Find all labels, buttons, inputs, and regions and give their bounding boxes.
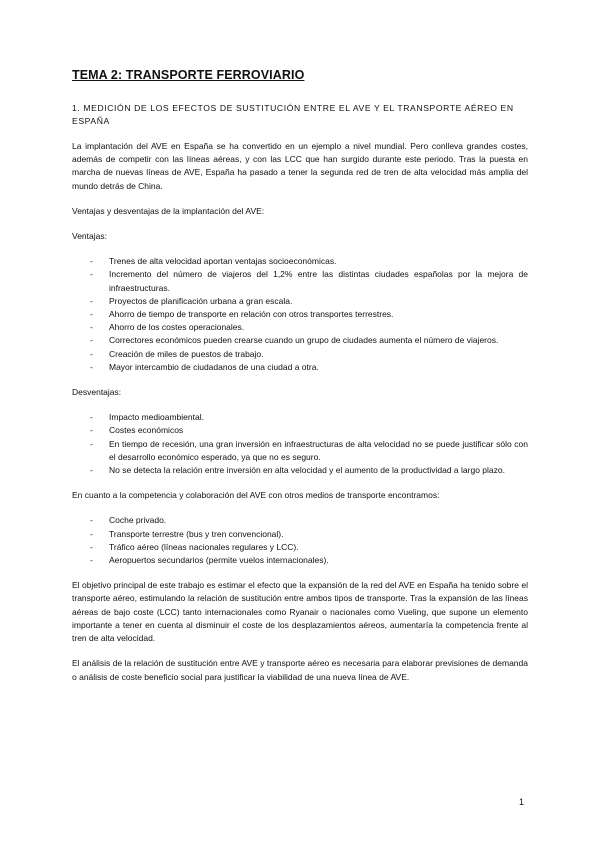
list-item: - Impacto medioambiental. (72, 411, 528, 424)
list-item: - Correctores económicos pueden crearse cuando un grupo de ciudades aumenta el número de viajeros. (72, 334, 528, 347)
page-title: TEMA 2: TRANSPORTE FERROVIARIO (72, 68, 305, 82)
list-item: - Tráfico aéreo (líneas nacionales regulares y LCC). (72, 541, 528, 554)
list-item: - Trenes de alta velocidad aportan ventajas socioeconómicas. (72, 255, 528, 268)
list-item: - Incremento del número de viajeros del 1,2% entre las distintas ciudades españolas por la mejora de infraestructuras. (72, 268, 528, 294)
advantages-label: Ventajas: (72, 231, 107, 242)
objective-paragraph: El objetivo principal de este trabajo es estimar el efecto que la expansión de la red del AVE en España ha tenido sobre el transporte aéreo, estimulando la relación de sustitución entre ambos tipos de transporte. Tras la expansión de las líneas aéreas de bajo coste (LCC) tanto internacionales como Ryanair o nacionales como Vueling, que supone un elemento importante a tener en cuenta al disminuir el coste de los desplazamientos aéreos, aumentaría la competencia frente al tren de alta velocidad. (72, 580, 528, 644)
list-item: - Aeropuertos secundarios (permite vuelos internacionales). (72, 554, 528, 567)
list-item: - Mayor intercambio de ciudadanos de una ciudad a otra. (72, 361, 528, 374)
list-item: - No se detecta la relación entre inversión en alta velocidad y el aumento de la productividad a largo plazo. (72, 464, 528, 477)
list-item: - Coche privado. (72, 514, 528, 527)
document-page (72, 68, 528, 696)
list-item: - Proyectos de planificación urbana a gran escala. (72, 295, 528, 308)
list-item: - Transporte terrestre (bus y tren convencional). (72, 528, 528, 541)
disadvantages-label: Desventajas: (72, 387, 122, 398)
section-heading: 1. MEDICIÓN DE LOS EFECTOS DE SUSTITUCIÓN ENTRE EL AVE Y EL TRANSPORTE AÉREO EN ESPAÑA (72, 103, 514, 126)
competitors-list (72, 514, 528, 567)
page-number: 1 (519, 797, 525, 807)
list-item: - Creación de miles de puestos de trabajo. (72, 348, 528, 361)
list-item: - Costes económicos (72, 424, 528, 437)
list-item: - Ahorro de los costes operacionales. (72, 321, 528, 334)
analysis-paragraph: El análisis de la relación de sustitución entre AVE y transporte aéreo es necesaria para elaborar previsiones de demanda o análisis de coste beneficio social para justificar la viabilidad de una nueva línea de AVE. (72, 658, 528, 682)
intro-paragraph: La implantación del AVE en España se ha convertido en un ejemplo a nivel mundial. Pero conlleva grandes costes, además de competir con las líneas aéreas, y con las LCC que han surgido durante este periodo. Tras la puesta en marcha de nuevas líneas de AVE, España ha pasado a tener la segunda red de tren de alta velocidad más amplia del mundo detrás de China. (72, 141, 528, 191)
list-item: - En tiempo de recesión, una gran inversión en infraestructuras de alta velocidad no se puede justificar sólo con el desarrollo económico esperado, ya que no es seguro. (72, 438, 528, 464)
advantages-list (72, 255, 528, 374)
competition-intro: En cuanto a la competencia y colaboración del AVE con otros medios de transporte encontramos: (72, 490, 440, 501)
pros-cons-heading: Ventajas y desventajas de la implantación del AVE: (72, 205, 265, 216)
list-item: - Ahorro de tiempo de transporte en relación con otros transportes terrestres. (72, 308, 528, 321)
disadvantages-list (72, 411, 528, 477)
